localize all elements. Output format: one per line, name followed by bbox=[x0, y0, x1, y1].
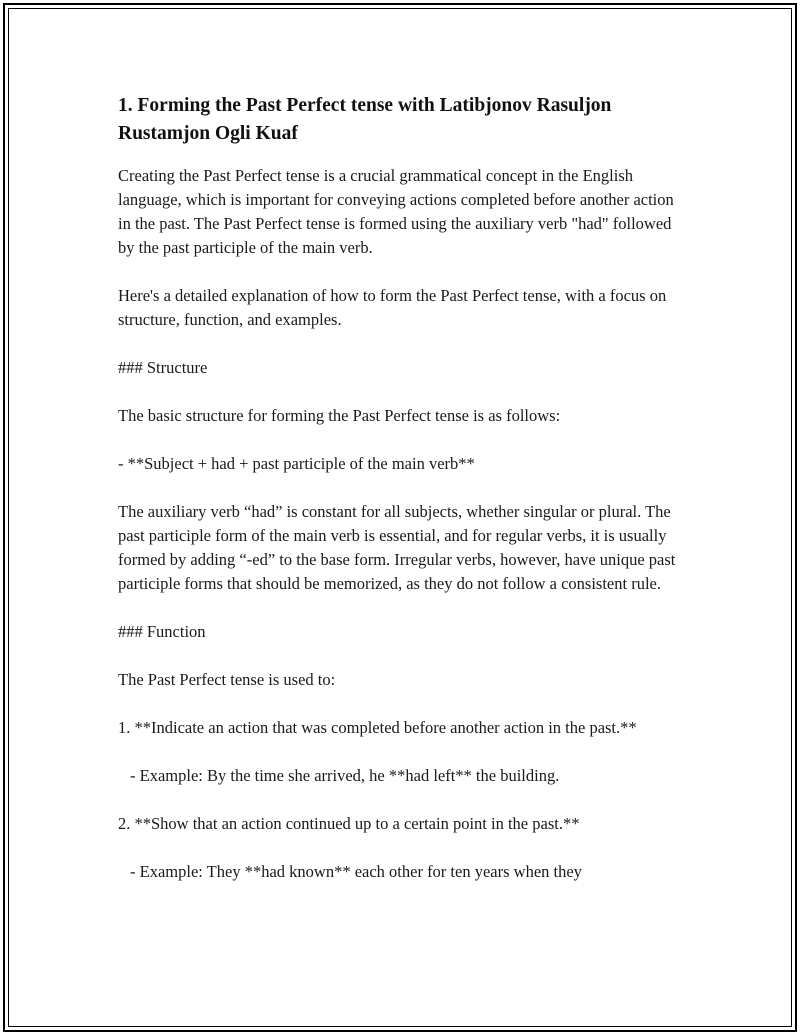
function-intro: The Past Perfect tense is used to: bbox=[118, 670, 336, 689]
function-item-1-example: - Example: By the time she arrived, he **had left** the building. bbox=[130, 766, 560, 785]
structure-formula: - **Subject + had + past participle of the main verb** bbox=[118, 454, 475, 473]
function-heading: ### Function bbox=[118, 622, 206, 641]
function-item-2: 2. **Show that an action continued up to a certain point in the past.** bbox=[118, 814, 580, 833]
intro-paragraph: Creating the Past Perfect tense is a crucial grammatical concept in the English language, which is important for conveying actions completed before another action in the past. The Past Perfect tense is formed using the auxiliary verb "had" followed by the past participle of the main verb. bbox=[118, 166, 674, 257]
structure-heading: ### Structure bbox=[118, 358, 208, 377]
document-body bbox=[118, 92, 686, 908]
document-title: 1. Forming the Past Perfect tense with Latibjonov Rasuljon Rustamjon Ogli Kuaf bbox=[118, 95, 612, 144]
function-item-2-example: - Example: They **had known** each other for ten years when they bbox=[130, 862, 582, 881]
structure-intro: The basic structure for forming the Past Perfect tense is as follows: bbox=[118, 406, 561, 425]
overview-paragraph: Here's a detailed explanation of how to form the Past Perfect tense, with a focus on structure, function, and examples. bbox=[118, 286, 667, 329]
structure-explanation: The auxiliary verb “had” is constant for all subjects, whether singular or plural. The past participle form of the main verb is essential, and for regular verbs, it is usually formed by adding “-ed” to the base form. Irregular verbs, however, have unique past participle forms that should be memorized, as they do not follow a consistent rule. bbox=[118, 502, 676, 593]
function-item-1: 1. **Indicate an action that was completed before another action in the past.** bbox=[118, 718, 637, 737]
